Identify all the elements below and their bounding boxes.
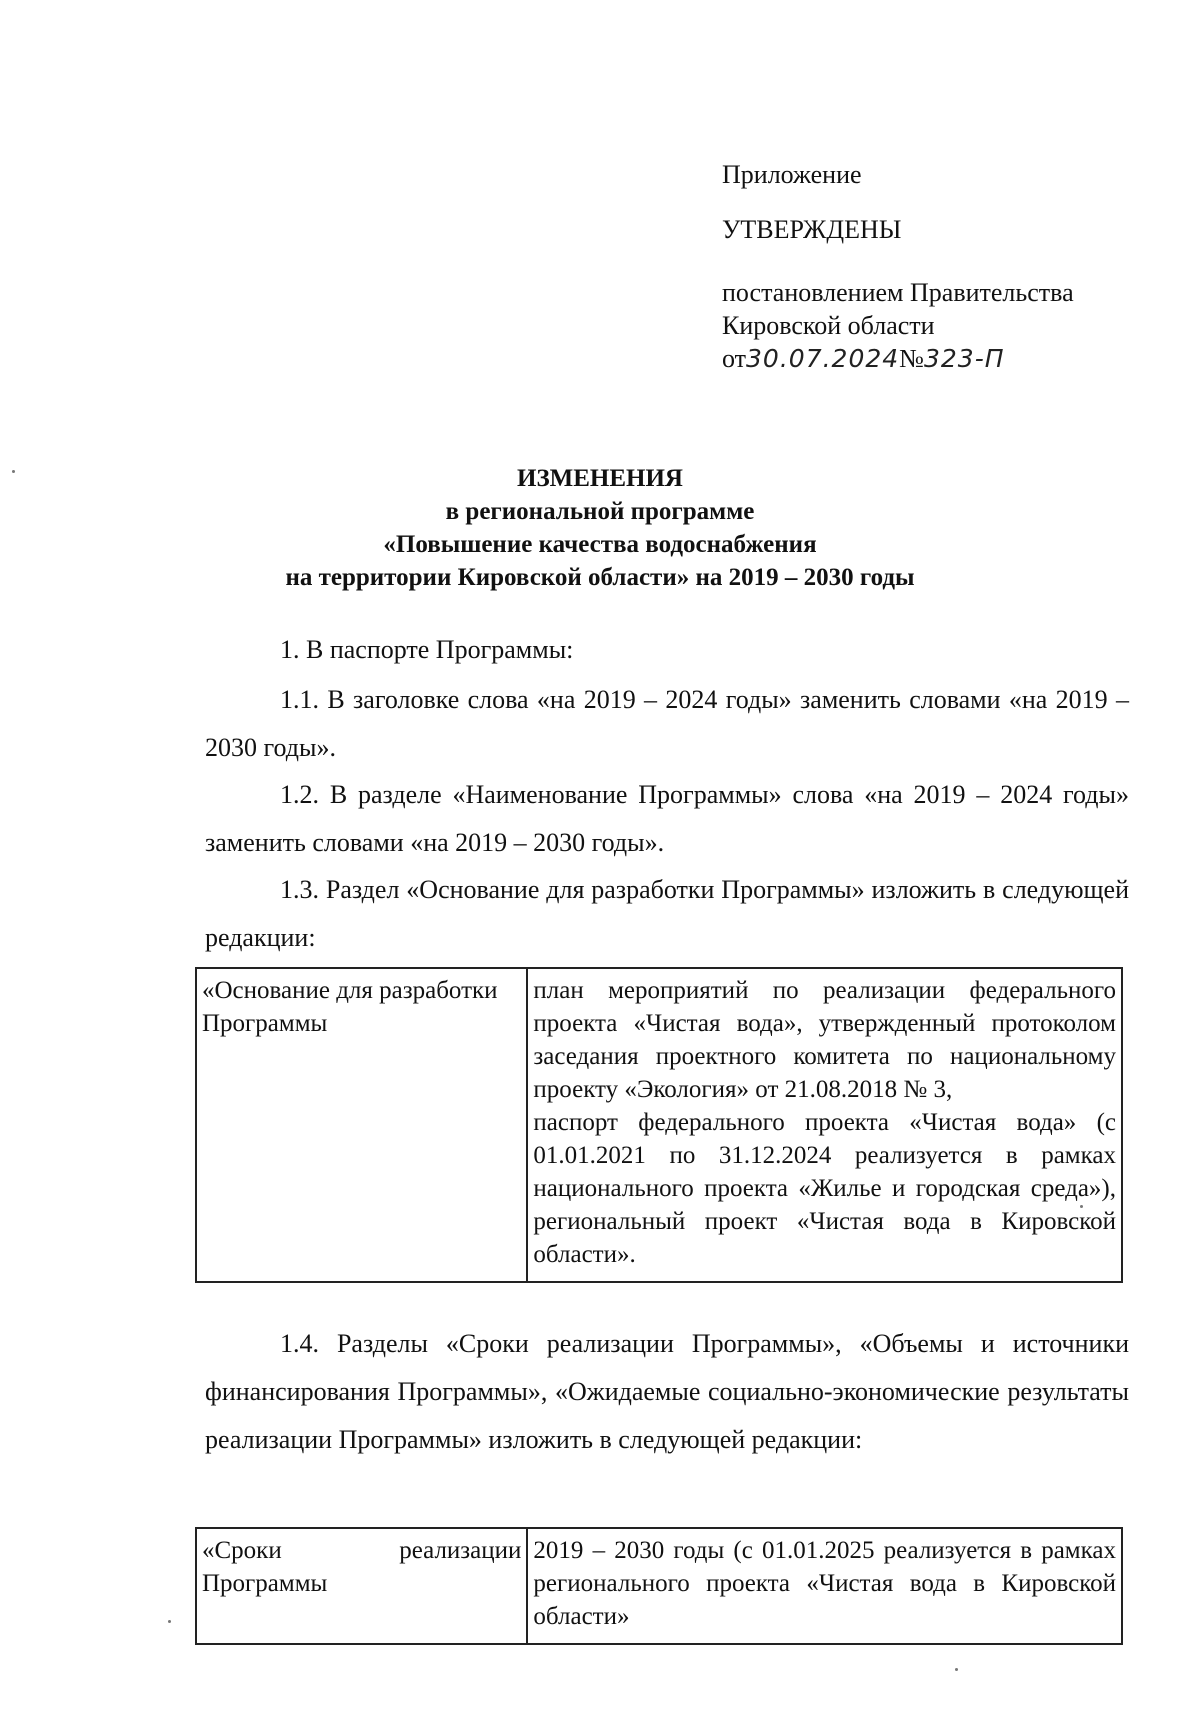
title-line-2: в региональной программе — [445, 498, 755, 525]
title-line-3: «Повышение качества водоснабжения — [383, 531, 817, 558]
approved-label: УТВЕРЖДЕНЫ — [722, 215, 902, 244]
scan-speck — [955, 1668, 958, 1671]
paragraph-1: 1. В паспорте Программы: — [280, 635, 574, 664]
basis-text-2: паспорт федерального проекта «Чистая вода» (с 01.01.2021 по 31.12.2024 реализуется в рамках национального проекта «Жилье и городская среда»), региональный проект «Чистая вода в Кировской области». — [533, 1109, 1116, 1268]
table-terms — [195, 1527, 1123, 1645]
handwritten-number: 323-П — [923, 344, 1005, 373]
approved-by-line2: Кировской области — [722, 311, 935, 340]
document-title — [0, 462, 1200, 594]
paragraph-1-3: 1.3. Раздел «Основание для разработки Программы» изложить в следующей редакции: — [205, 875, 1129, 952]
from-prefix: от — [722, 344, 747, 373]
table-row — [196, 1528, 1122, 1644]
title-line-4: на территории Кировской области» на 2019 – 2030 годы — [285, 564, 915, 591]
paragraph-1-1: 1.1. В заголовке слова «на 2019 – 2024 годы» заменить словами «на 2019 – 2030 годы». — [205, 685, 1129, 762]
scan-speck — [168, 1620, 171, 1623]
table-cell-left: «Основание для разработки Программы — [196, 968, 527, 1282]
scan-speck — [1080, 1205, 1083, 1208]
approved-by-line1: постановлением Правительства — [722, 278, 1074, 307]
approval-block — [722, 158, 1074, 375]
scan-speck — [12, 470, 15, 473]
paragraph-1-2: 1.2. В разделе «Наименование Программы» слова «на 2019 – 2024 годы» заменить словами «на 2019 – 2030 годы». — [205, 780, 1129, 857]
table-row — [196, 968, 1122, 1282]
table-basis — [195, 967, 1123, 1283]
handwritten-date: 30.07.2024 — [746, 344, 900, 373]
paragraph-1-4: 1.4. Разделы «Сроки реализации Программы», «Объемы и источники финансирования Программы», «Ожидаемые социально-экономические результаты реализации Программы» изложить в следующей редакции: — [205, 1329, 1129, 1454]
table-cell-right — [527, 968, 1122, 1282]
title-line-1: ИЗМЕНЕНИЯ — [517, 465, 683, 492]
basis-text-1: план мероприятий по реализации федерального проекта «Чистая вода», утвержденный протоколом заседания проектного комитета по национальному проекту «Экология» от 21.08.2018 № 3, — [533, 977, 1116, 1103]
table-cell-left: «Сроки реализации Программы — [196, 1528, 527, 1644]
number-prefix: № — [899, 344, 924, 373]
approval-date-number — [722, 342, 1074, 375]
annex-label: Приложение — [722, 160, 862, 189]
table-cell-right: 2019 – 2030 годы (с 01.01.2025 реализуется в рамках регионального проекта «Чистая вода в Кировской области» — [527, 1528, 1122, 1644]
